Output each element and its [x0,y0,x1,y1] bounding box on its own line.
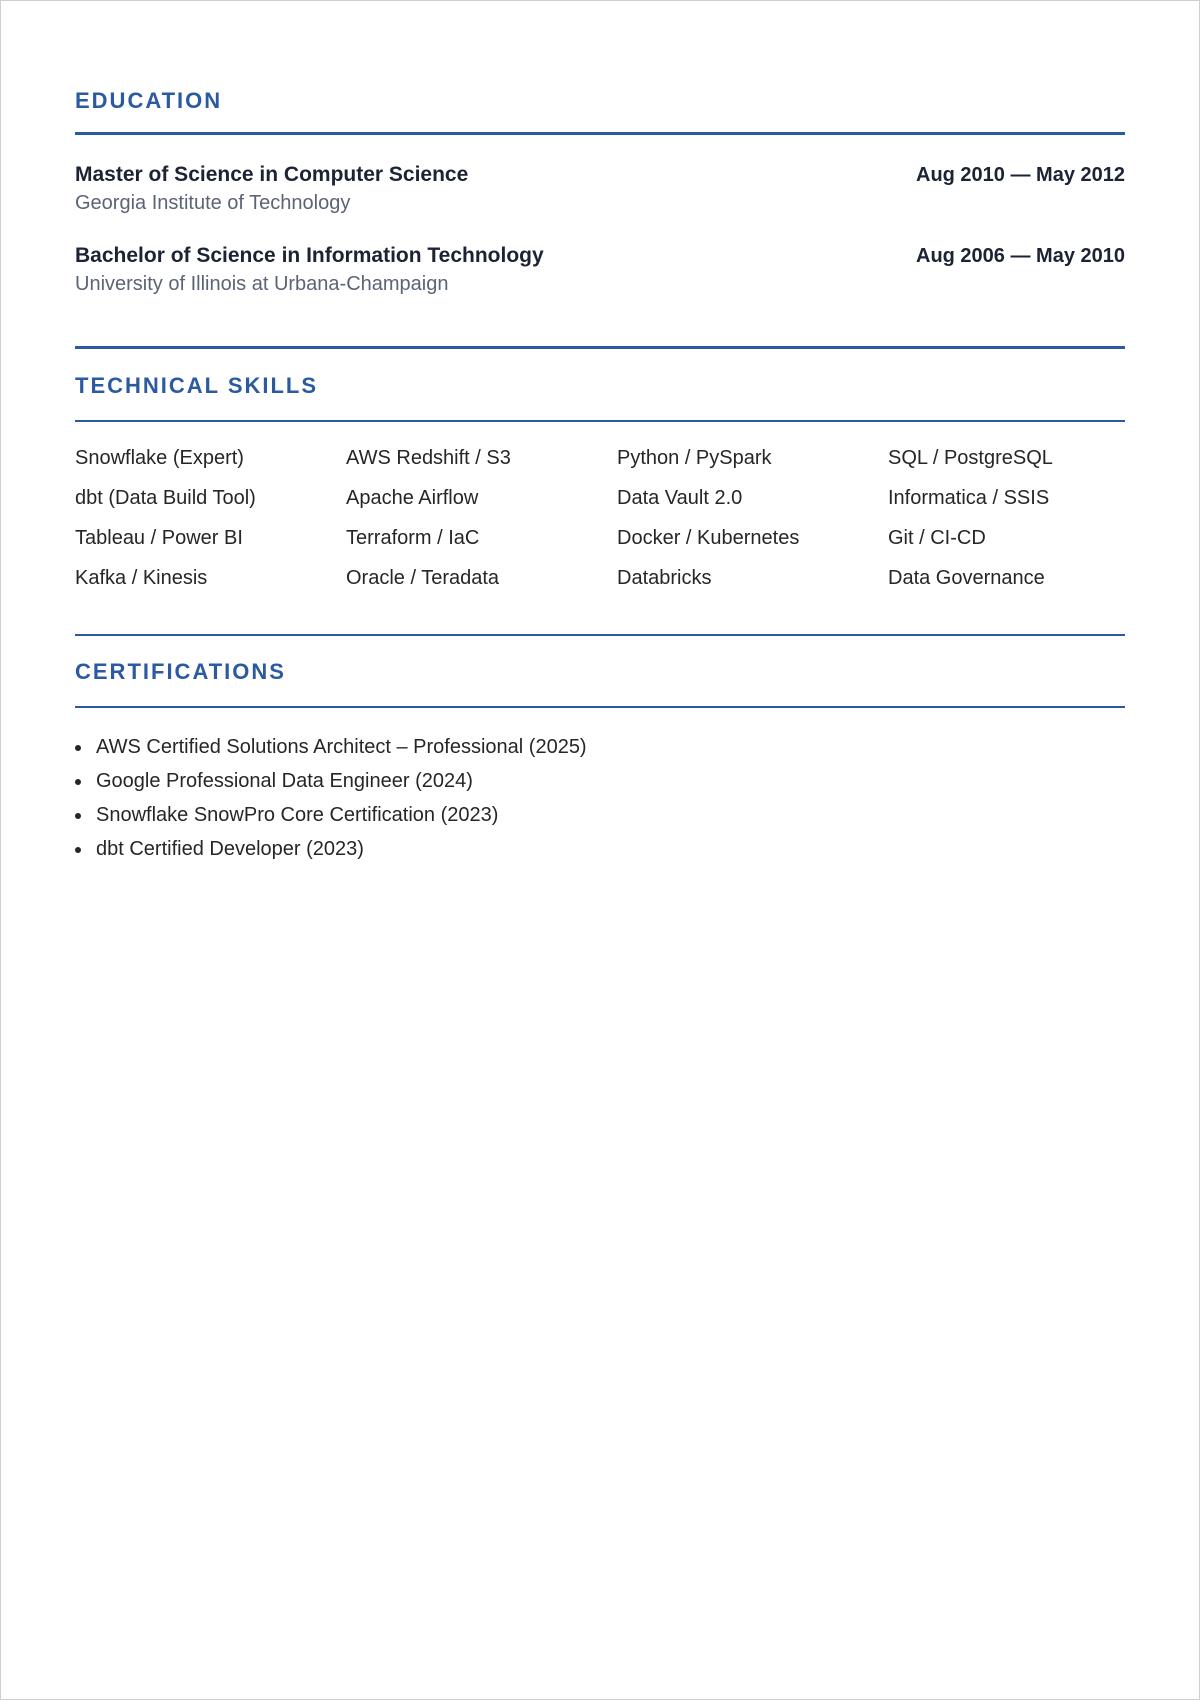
certifications-list [75,735,1125,871]
skill-item: Python / PySpark [617,447,772,469]
skill-item: Git / CI-CD [888,527,986,549]
education-dates: Aug 2006 — May 2010 [916,245,1125,267]
skill-item: dbt (Data Build Tool) [75,487,256,509]
education-entry [75,243,1125,296]
certification-text: dbt Certified Developer (2023) [96,838,364,860]
list-item [75,803,1125,837]
skills-grid [75,446,1125,606]
education-dates: Aug 2010 — May 2012 [916,164,1125,186]
skill-item: Informatica / SSIS [888,487,1050,509]
bullet-icon [75,779,81,785]
education-entry [75,162,1125,215]
list-item [75,837,1125,871]
skill-item: AWS Redshift / S3 [346,447,511,469]
bullet-icon [75,847,81,853]
education-heading: EDUCATION [75,88,223,113]
skill-item: Terraform / IaC [346,527,480,549]
skill-item: Data Vault 2.0 [617,487,743,509]
list-item [75,769,1125,803]
skill-item: Oracle / Teradata [346,567,500,589]
skill-item: Data Governance [888,567,1045,589]
certification-text: Snowflake SnowPro Core Certification (2023) [96,804,499,826]
technical-skills-divider [75,420,1125,422]
education-section [75,1,1125,296]
school-name: University of Illinois at Urbana-Champaign [75,273,449,295]
education-entry-left [75,243,544,296]
skill-item: Snowflake (Expert) [75,447,244,469]
section-separator [75,346,1125,349]
certification-text: Google Professional Data Engineer (2024) [96,770,473,792]
technical-skills-section [75,346,1125,606]
skill-item: Docker / Kubernetes [617,527,800,549]
skill-item: Apache Airflow [346,487,479,509]
list-item [75,735,1125,769]
certifications-heading: CERTIFICATIONS [75,659,286,684]
skill-item: Kafka / Kinesis [75,567,208,589]
bullet-icon [75,813,81,819]
school-name: Georgia Institute of Technology [75,192,351,214]
skill-item: SQL / PostgreSQL [888,447,1053,469]
certifications-divider [75,706,1125,708]
technical-skills-heading: TECHNICAL SKILLS [75,373,319,398]
degree-title: Master of Science in Computer Science [75,163,469,186]
skill-item: Tableau / Power BI [75,527,243,549]
certifications-section [75,634,1125,871]
skill-item: Databricks [617,567,712,589]
section-separator [75,634,1125,636]
education-divider [75,132,1125,135]
bullet-icon [75,745,81,751]
education-entry-left [75,162,468,215]
certification-text: AWS Certified Solutions Architect – Professional (2025) [96,736,587,758]
degree-title: Bachelor of Science in Information Technology [75,244,544,267]
